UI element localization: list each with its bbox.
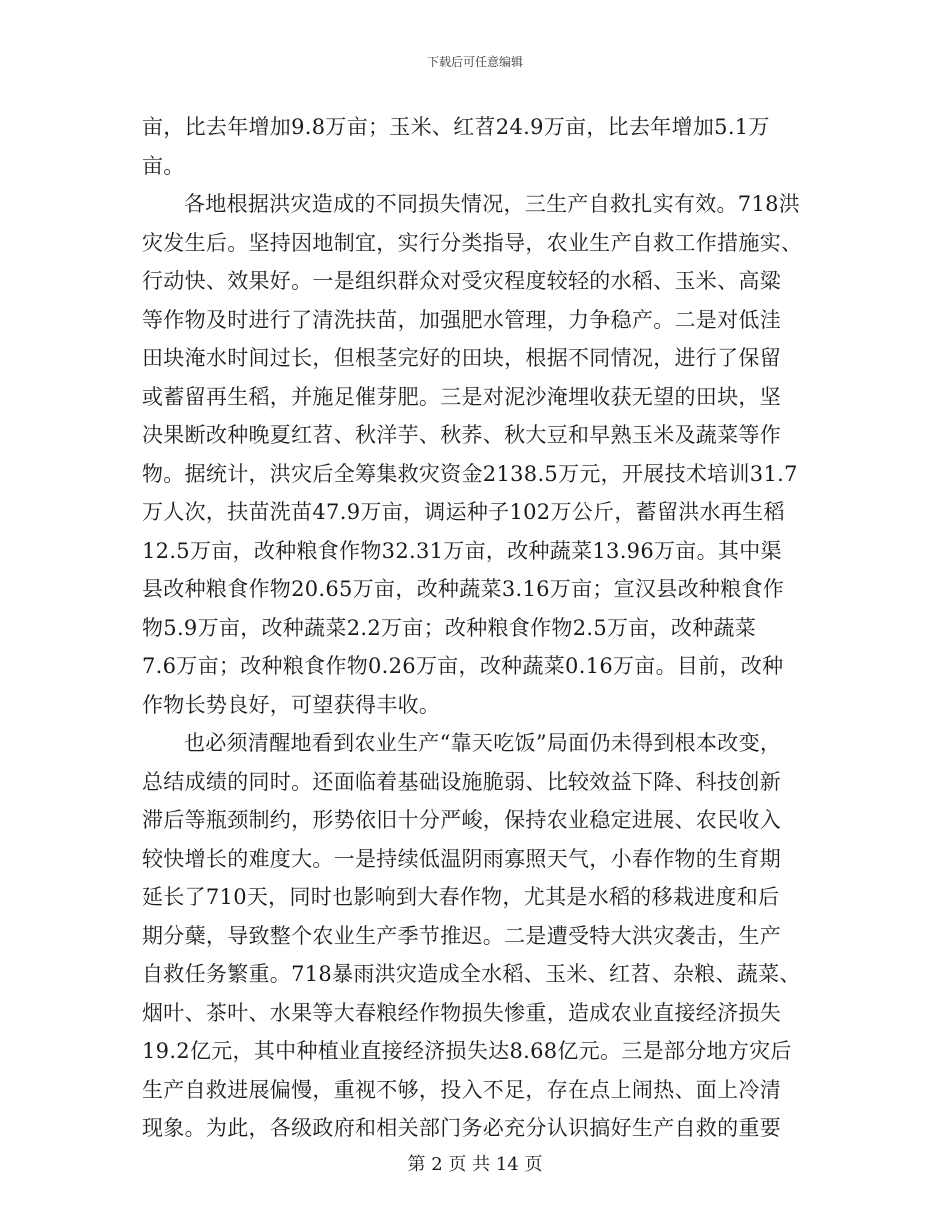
- paragraph-2: [142, 185, 806, 724]
- text-line: 亩。: [142, 153, 185, 178]
- text-line: 决果断改种晚夏红苕、秋洋芋、秋荞、秋大豆和早熟玉米及蔬菜等作: [142, 423, 781, 447]
- text-line: 等作物及时进行了清洗扶苗，加强肥水管理，力争稳产。二是对低洼: [142, 307, 781, 332]
- paragraph-3: [142, 724, 806, 1148]
- text-line: 田块淹水时间过长，但根茎完好的田块，根据不同情况，进行了保留: [142, 346, 781, 370]
- text-line: 烟叶、茶叶、水果等大春粮经作物损失惨重，造成农业直接经济损失: [142, 1000, 781, 1025]
- page-header: 下载后可任意编辑: [426, 55, 523, 69]
- text-line: 12.5万亩，改种粮食作物32.31万亩，改种蔬菜13.96万亩。其中渠: [142, 538, 782, 563]
- text-line: 19.2亿元，其中种植业直接经济损失达8.68亿元。三是部分地方灾后: [142, 1039, 792, 1063]
- text-line: 期分蘖，导致整个农业生产季节推迟。二是遭受特大洪灾袭击，生产: [142, 923, 781, 948]
- text-line: 或蓄留再生稻，并施足催芽肥。三是对泥沙淹埋收获无望的田块，坚: [142, 384, 781, 409]
- page-number: 第 2 页 共 14 页: [407, 1154, 543, 1175]
- text-line: 作物长势良好，可望获得丰收。: [142, 692, 441, 717]
- text-line: 行动快、效果好。一是组织群众对受灾程度较轻的水稻、玉米、高粱: [142, 269, 781, 293]
- text-line: 7.6万亩；改种粮食作物0.26万亩，改种蔬菜0.16万亩。目前，改种: [142, 654, 784, 678]
- text-line: 现象。为此，各级政府和相关部门务必充分认识搞好生产自救的重要: [142, 1116, 781, 1140]
- text-line: 延长了710天，同时也影响到大春作物，尤其是水稻的移栽进度和后: [142, 885, 780, 909]
- text-line: 生产自救进展偏慢，重视不够，投入不足，存在点上闹热、面上冷清: [142, 1077, 781, 1102]
- text-line: 物。据统计，洪灾后全筹集救灾资金2138.5万元，开展技术培训31.7: [142, 461, 798, 486]
- paragraph-1: [142, 108, 806, 185]
- text-line: 县改种粮食作物20.65万亩，改种蔬菜3.16万亩；宣汉县改种粮食作: [142, 577, 785, 601]
- text-line: 万人次，扶苗洗苗47.9万亩，调运种子102万公斤，蓄留洪水再生稻: [142, 500, 785, 524]
- text-line: 亩，比去年增加9.8万亩；玉米、红苕24.9万亩，比去年增加5.1万: [142, 115, 770, 139]
- text-line: 各地根据洪灾造成的不同损失情况，三生产自救扎实有效。718洪: [184, 192, 801, 216]
- text-line: 也必须清醒地看到农业生产“靠天吃饭”局面仍未得到根本改变，: [184, 731, 782, 755]
- text-line: 物5.9万亩，改种蔬菜2.2万亩；改种粮食作物2.5万亩，改种蔬菜: [142, 615, 757, 640]
- text-line: 灾发生后。坚持因地制宜，实行分类指导，农业生产自救工作措施实、: [142, 230, 803, 255]
- document-body: [142, 108, 806, 1148]
- text-line: 较快增长的难度大。一是持续低温阴雨寡照天气，小春作物的生育期: [142, 846, 781, 871]
- text-line: 滞后等瓶颈制约，形势依旧十分严峻，保持农业稳定进展、农民收入: [142, 808, 781, 832]
- text-line: 自救任务繁重。718暴雨洪灾造成全水稻、玉米、红苕、杂粮、蔬菜、: [142, 962, 801, 986]
- text-line: 总结成绩的同时。还面临着基础设施脆弱、比较效益下降、科技创新: [142, 769, 781, 794]
